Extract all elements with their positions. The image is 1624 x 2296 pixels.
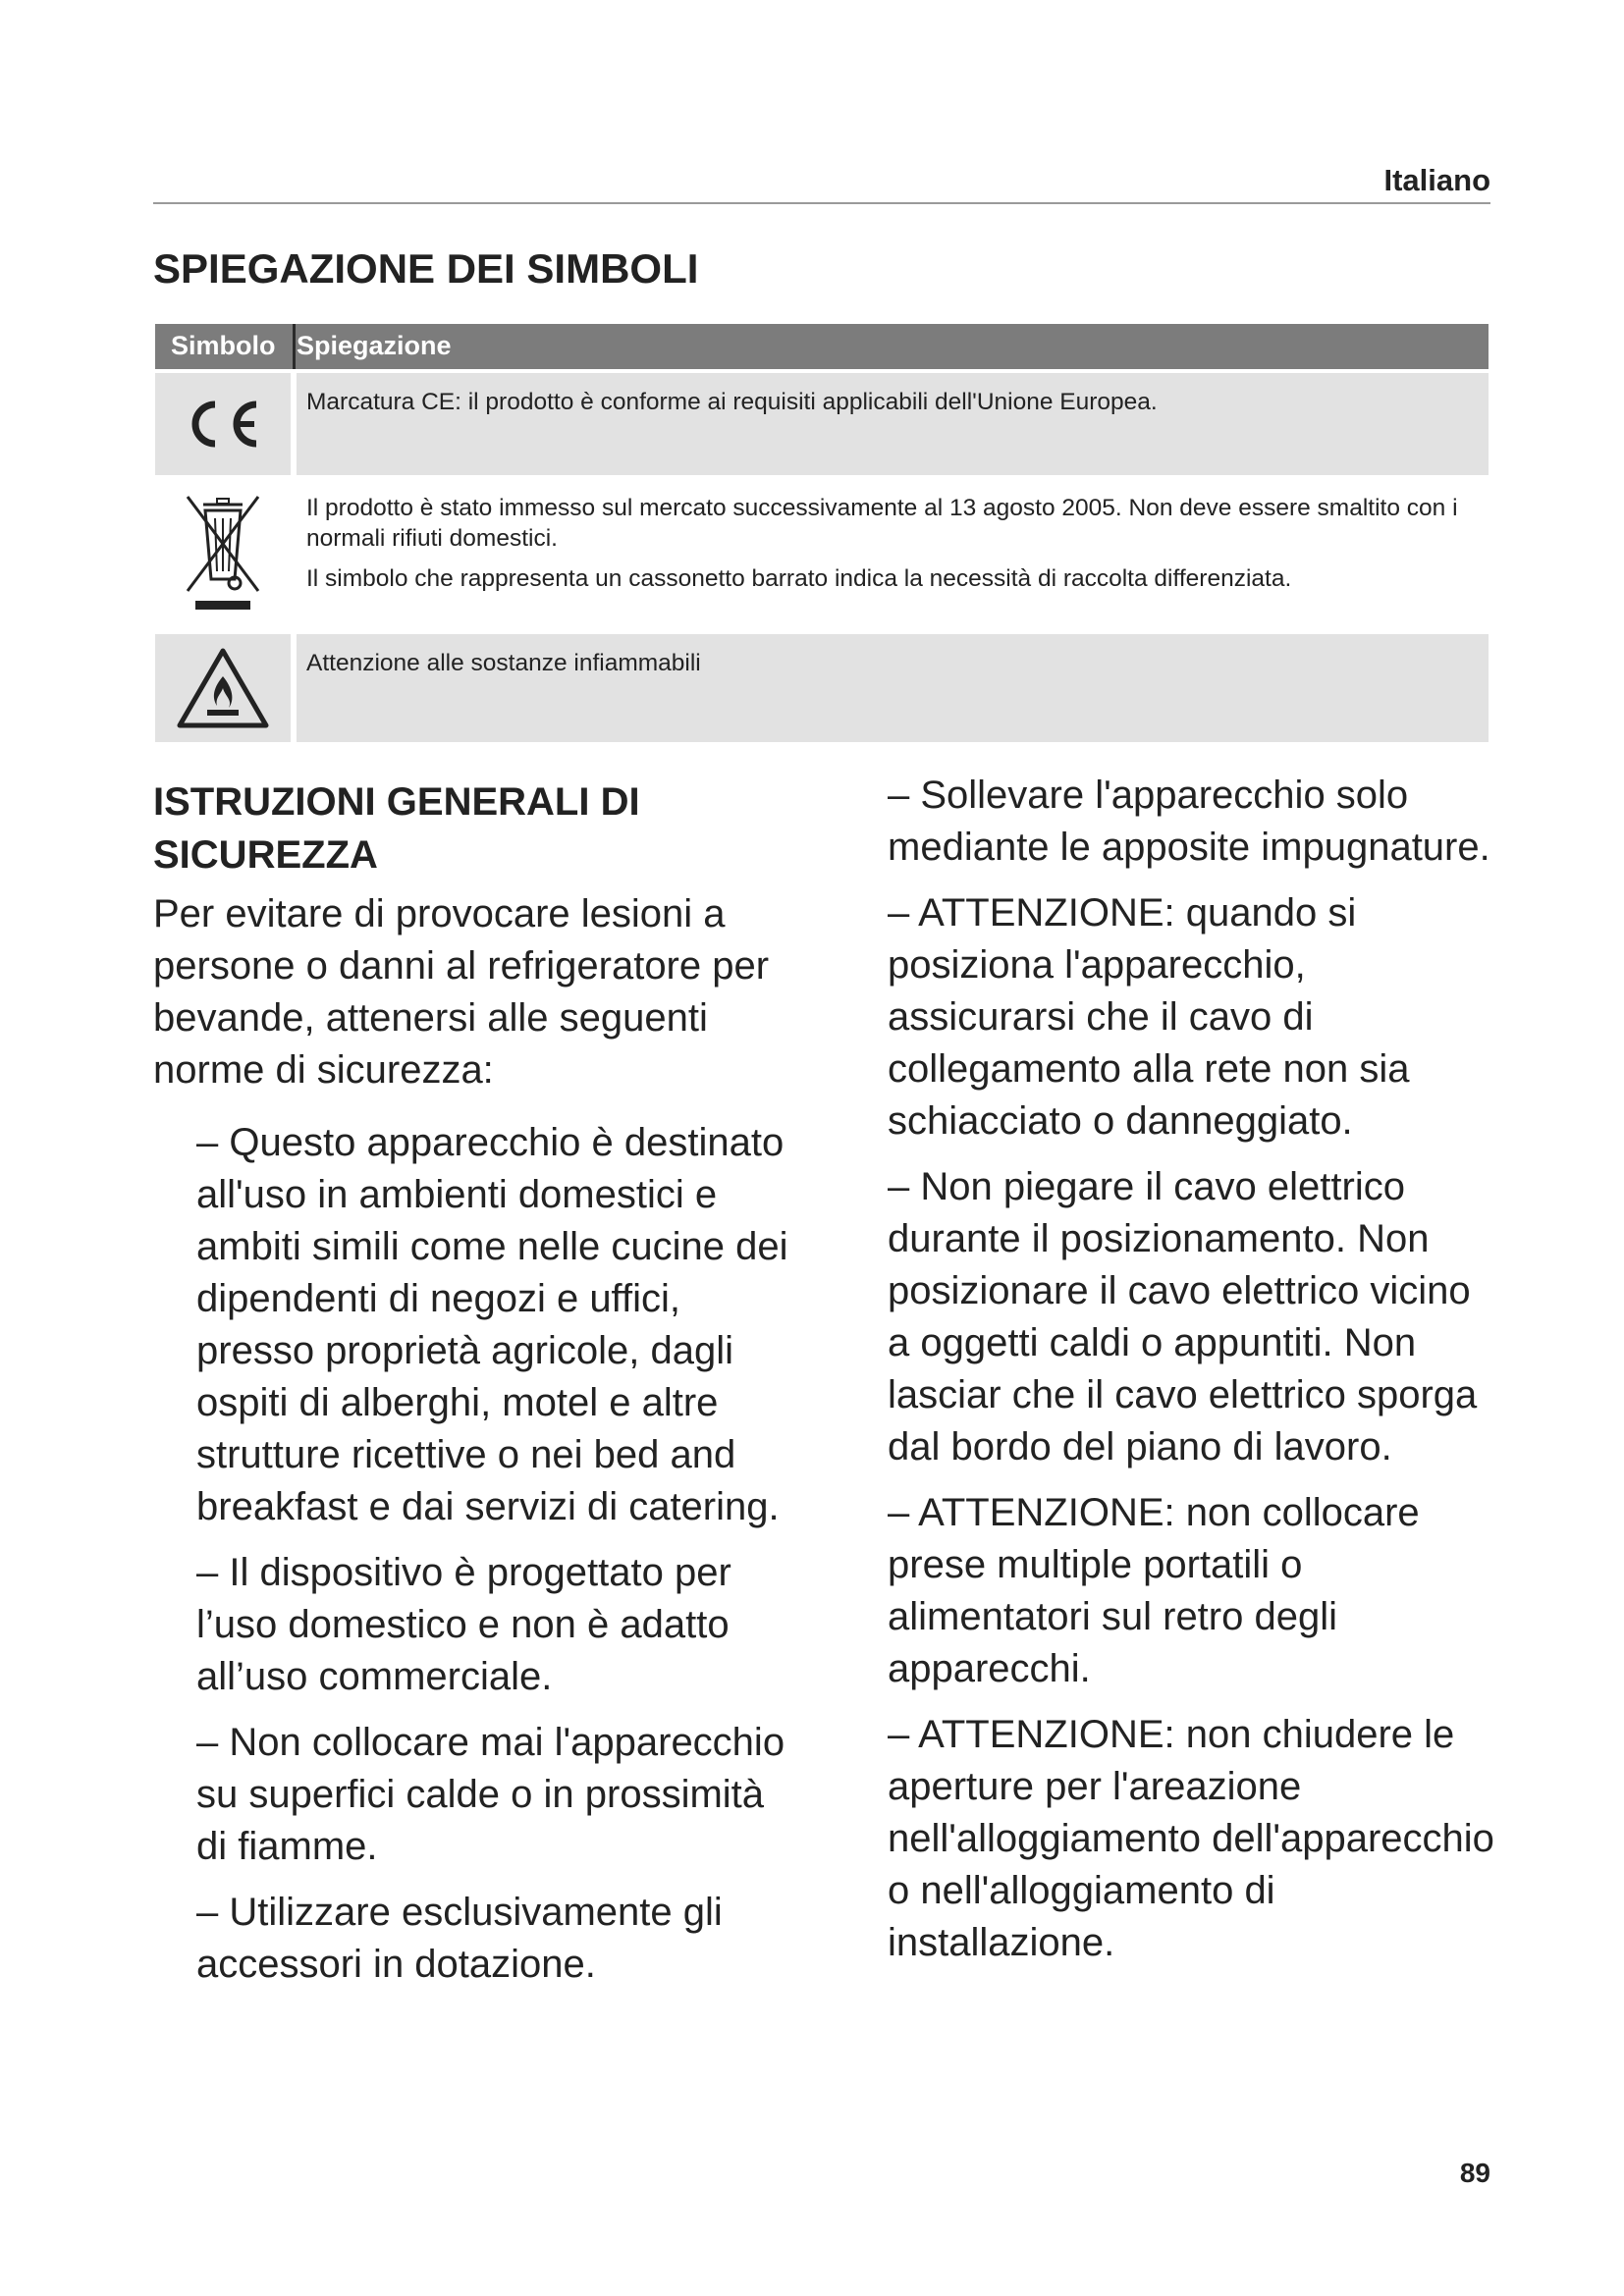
column-header-symbol: Simbolo: [171, 331, 276, 360]
safety-item: – Utilizzare esclusivamente gli accessori in dotazione.: [196, 1891, 723, 1986]
symbol-row-ce: [155, 373, 1489, 475]
ce-mark-icon: [155, 373, 291, 475]
safety-item: – ATTENZIONE: quando si posiziona l'apparecchio, assicurarsi che il cavo di collegamento alla rete non sia schiacciato o danneggiato.: [888, 891, 1410, 1143]
safety-item: – Sollevare l'apparecchio solo mediante le apposite impugnature.: [888, 774, 1490, 869]
symbol-explanation: Il simbolo che rappresenta un cassonetto barrato indica la necessità di raccolta differenziata.: [306, 565, 1292, 592]
flammable-warning-icon: [155, 634, 291, 742]
symbol-row-flammable: [155, 634, 1489, 742]
safety-item: – ATTENZIONE: non collocare prese multiple portatili o alimentatori sul retro degli apparecchi.: [888, 1491, 1420, 1690]
header-column-divider: [293, 324, 296, 369]
symbols-section-title: SPIEGAZIONE DEI SIMBOLI: [153, 245, 699, 292]
symbol-explanation: Marcatura CE: il prodotto è conforme ai requisiti applicabili dell'Unione Europea.: [306, 389, 1158, 415]
symbol-explanation: Attenzione alle sostanze infiammabili: [306, 650, 701, 676]
safety-item: – Questo apparecchio è destinato all'uso in ambienti domestici e ambiti simili come nelle cucine dei dipendenti di negozi e uffici, presso proprietà agricole, dagli ospiti di alberghi, motel e altre strutture ricettive o nei bed and breakfast e dai servizi di catering.: [196, 1121, 788, 1528]
safety-item: – Non piegare il cavo elettrico durante il posizionamento. Non posizionare il cavo elettrico vicino a oggetti caldi o appuntiti. Non lasciar che il cavo elettrico sporga dal bordo del piano di lavoro.: [888, 1165, 1478, 1468]
safety-list-right: [888, 770, 1496, 1983]
page-number: 89: [1459, 2158, 1490, 2188]
safety-section-title: ISTRUZIONI GENERALI DI SICUREZZA: [153, 780, 640, 877]
symbol-explanation: Il prodotto è stato immesso sul mercato successivamente al 13 agosto 2005. Non deve essere smaltito con i normali rifiuti domestici.: [306, 495, 1458, 552]
symbol-row-weee: [155, 479, 1489, 630]
language-label: Italiano: [1383, 163, 1490, 197]
safety-intro: Per evitare di provocare lesioni a persone o danni al refrigeratore per bevande, attenersi alle seguenti norme di sicurezza:: [153, 892, 770, 1092]
header-divider: [153, 202, 1490, 204]
safety-item: – ATTENZIONE: non chiudere le aperture per l'areazione nell'alloggiamento dell'apparecchio o nell'alloggiamento di installazione.: [888, 1713, 1494, 1964]
column-header-explanation: Spiegazione: [297, 331, 452, 360]
symbols-table: [155, 324, 1489, 742]
symbols-table-header: [155, 324, 1489, 369]
safety-list-left: [196, 1117, 805, 2004]
safety-item: – Non collocare mai l'apparecchio su superfici calde o in prossimità di fiamme.: [196, 1721, 785, 1868]
crossed-bin-icon: [155, 479, 291, 630]
safety-item: – Il dispositivo è progettato per l’uso domestico e non è adatto all’uso commerciale.: [196, 1551, 731, 1698]
